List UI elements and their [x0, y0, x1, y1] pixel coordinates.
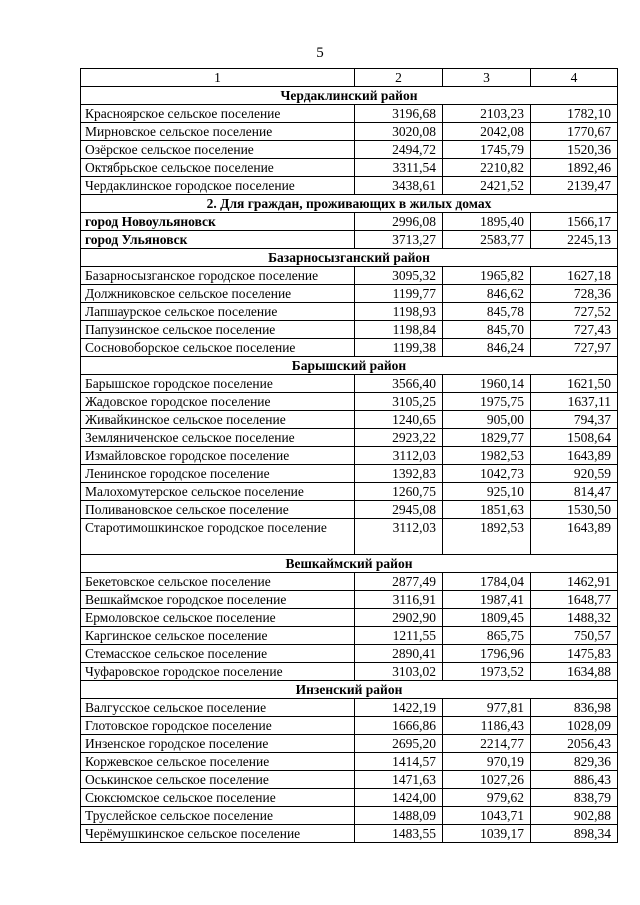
- table-row: [81, 663, 618, 681]
- section-row: [81, 357, 618, 375]
- table-row: [81, 753, 618, 771]
- settlement-name: Ермоловское сельское поселение: [81, 609, 355, 627]
- section-title: Инзенский район: [81, 681, 618, 699]
- value-col-4: 902,88: [531, 807, 618, 825]
- value-col-2: 2890,41: [355, 645, 443, 663]
- value-col-2: 1483,55: [355, 825, 443, 843]
- value-col-4: 836,98: [531, 699, 618, 717]
- value-col-3: 1809,45: [443, 609, 531, 627]
- table-row: [81, 213, 618, 231]
- value-col-4: 1488,32: [531, 609, 618, 627]
- value-col-3: 905,00: [443, 411, 531, 429]
- section-row: [81, 681, 618, 699]
- table-row: [81, 231, 618, 249]
- section-row: [81, 249, 618, 267]
- settlement-name: Каргинское сельское поселение: [81, 627, 355, 645]
- value-col-2: 3105,25: [355, 393, 443, 411]
- settlement-name: Жадовское городское поселение: [81, 393, 355, 411]
- value-col-2: 3020,08: [355, 123, 443, 141]
- table-row: [81, 375, 618, 393]
- table-row: [81, 339, 618, 357]
- value-col-3: 2042,08: [443, 123, 531, 141]
- value-col-3: 1982,53: [443, 447, 531, 465]
- header-cell-4: 4: [531, 69, 618, 87]
- value-col-4: 1637,11: [531, 393, 618, 411]
- value-col-4: 1643,89: [531, 519, 618, 555]
- value-col-2: 1488,09: [355, 807, 443, 825]
- value-col-2: 2695,20: [355, 735, 443, 753]
- settlement-name: Старотимошкинское городское поселение: [81, 519, 355, 555]
- table-row: [81, 123, 618, 141]
- value-col-4: 728,36: [531, 285, 618, 303]
- value-col-2: 1422,19: [355, 699, 443, 717]
- section-title: Чердаклинский район: [81, 87, 618, 105]
- value-col-3: 1987,41: [443, 591, 531, 609]
- value-col-2: 3103,02: [355, 663, 443, 681]
- value-col-3: 865,75: [443, 627, 531, 645]
- value-col-3: 1745,79: [443, 141, 531, 159]
- table-row: [81, 465, 618, 483]
- value-col-2: 1198,93: [355, 303, 443, 321]
- value-col-4: 727,97: [531, 339, 618, 357]
- value-col-4: 1475,83: [531, 645, 618, 663]
- table-row: [81, 393, 618, 411]
- value-col-3: 2421,52: [443, 177, 531, 195]
- settlement-name: Красноярское сельское поселение: [81, 105, 355, 123]
- header-cell-2: 2: [355, 69, 443, 87]
- value-col-3: 1975,75: [443, 393, 531, 411]
- value-col-3: 977,81: [443, 699, 531, 717]
- table-row: [81, 105, 618, 123]
- value-col-4: 750,57: [531, 627, 618, 645]
- settlement-name: Бекетовское сельское поселение: [81, 573, 355, 591]
- value-col-2: 3713,27: [355, 231, 443, 249]
- value-col-2: 1666,86: [355, 717, 443, 735]
- table-row: [81, 645, 618, 663]
- table-row: [81, 519, 618, 555]
- value-col-4: 898,34: [531, 825, 618, 843]
- section-row: [81, 555, 618, 573]
- value-col-4: 2245,13: [531, 231, 618, 249]
- table-row: [81, 717, 618, 735]
- value-col-4: 1782,10: [531, 105, 618, 123]
- section-title: Вешкаймский район: [81, 555, 618, 573]
- settlement-name: Поливановское сельское поселение: [81, 501, 355, 519]
- value-col-2: 1211,55: [355, 627, 443, 645]
- table-row: [81, 483, 618, 501]
- table-row: [81, 141, 618, 159]
- table-row: [81, 609, 618, 627]
- section-title: 2. Для граждан, проживающих в жилых домах: [81, 195, 618, 213]
- value-col-4: 727,43: [531, 321, 618, 339]
- value-col-4: 1530,50: [531, 501, 618, 519]
- value-col-2: 1260,75: [355, 483, 443, 501]
- value-col-2: 1471,63: [355, 771, 443, 789]
- value-col-2: 3311,54: [355, 159, 443, 177]
- settlement-name: Базарносызганское городское поселение: [81, 267, 355, 285]
- section-row: [81, 87, 618, 105]
- table-row: [81, 573, 618, 591]
- settlement-name: Лапшаурское сельское поселение: [81, 303, 355, 321]
- value-col-2: 3566,40: [355, 375, 443, 393]
- value-col-3: 1895,40: [443, 213, 531, 231]
- value-col-3: 1960,14: [443, 375, 531, 393]
- value-col-3: 1892,53: [443, 519, 531, 555]
- value-col-2: 2945,08: [355, 501, 443, 519]
- settlement-name: Октябрьское сельское поселение: [81, 159, 355, 177]
- table-row: [81, 303, 618, 321]
- value-col-4: 920,59: [531, 465, 618, 483]
- value-col-3: 925,10: [443, 483, 531, 501]
- value-col-4: 1462,91: [531, 573, 618, 591]
- value-col-2: 3112,03: [355, 447, 443, 465]
- value-col-4: 1648,77: [531, 591, 618, 609]
- value-col-3: 1039,17: [443, 825, 531, 843]
- value-col-3: 845,78: [443, 303, 531, 321]
- value-col-2: 1199,77: [355, 285, 443, 303]
- settlement-name: Сосновоборское сельское поселение: [81, 339, 355, 357]
- value-col-3: 1784,04: [443, 573, 531, 591]
- settlement-name: Папузинское сельское поселение: [81, 321, 355, 339]
- section-title: Барышский район: [81, 357, 618, 375]
- value-col-2: 2923,22: [355, 429, 443, 447]
- value-col-4: 814,47: [531, 483, 618, 501]
- settlement-name: Чуфаровское городское поселение: [81, 663, 355, 681]
- value-col-3: 1851,63: [443, 501, 531, 519]
- header-cell-3: 3: [443, 69, 531, 87]
- table-row: [81, 321, 618, 339]
- value-col-3: 1973,52: [443, 663, 531, 681]
- value-col-3: 846,62: [443, 285, 531, 303]
- settlement-name: Стемасское сельское поселение: [81, 645, 355, 663]
- settlement-name: Живайкинское сельское поселение: [81, 411, 355, 429]
- value-col-3: 1796,96: [443, 645, 531, 663]
- value-col-4: 2139,47: [531, 177, 618, 195]
- value-col-3: 979,62: [443, 789, 531, 807]
- tariff-table: [80, 68, 618, 843]
- table-row: [81, 789, 618, 807]
- value-col-4: 886,43: [531, 771, 618, 789]
- value-col-3: 1027,26: [443, 771, 531, 789]
- value-col-2: 1198,84: [355, 321, 443, 339]
- value-col-2: 3196,68: [355, 105, 443, 123]
- table-body: [81, 69, 618, 843]
- table-row: [81, 177, 618, 195]
- value-col-4: 794,37: [531, 411, 618, 429]
- value-col-2: 1414,57: [355, 753, 443, 771]
- settlement-name: Коржевское сельское поселение: [81, 753, 355, 771]
- settlement-name: Ленинское городское поселение: [81, 465, 355, 483]
- value-col-3: 1043,71: [443, 807, 531, 825]
- settlement-name: Измайловское городское поселение: [81, 447, 355, 465]
- table-row: [81, 699, 618, 717]
- value-col-4: 1643,89: [531, 447, 618, 465]
- value-col-3: 1186,43: [443, 717, 531, 735]
- value-col-2: 1199,38: [355, 339, 443, 357]
- value-col-3: 2583,77: [443, 231, 531, 249]
- table-row: [81, 159, 618, 177]
- value-col-3: 2103,23: [443, 105, 531, 123]
- table-row: [81, 735, 618, 753]
- section-row: [81, 195, 618, 213]
- value-col-4: 838,79: [531, 789, 618, 807]
- section-title: Базарносызганский район: [81, 249, 618, 267]
- settlement-name: Инзенское городское поселение: [81, 735, 355, 753]
- value-col-4: 1892,46: [531, 159, 618, 177]
- settlement-name: Должниковское сельское поселение: [81, 285, 355, 303]
- value-col-2: 2996,08: [355, 213, 443, 231]
- settlement-name: Малохомутерское сельское поселение: [81, 483, 355, 501]
- value-col-3: 1965,82: [443, 267, 531, 285]
- settlement-name: Оськинское сельское поселение: [81, 771, 355, 789]
- settlement-name: Озёрское сельское поселение: [81, 141, 355, 159]
- value-col-3: 2210,82: [443, 159, 531, 177]
- value-col-3: 970,19: [443, 753, 531, 771]
- table-row: [81, 627, 618, 645]
- table-row: [81, 771, 618, 789]
- value-col-2: 3438,61: [355, 177, 443, 195]
- settlement-name: Вешкаймское городское поселение: [81, 591, 355, 609]
- value-col-2: 3116,91: [355, 591, 443, 609]
- settlement-name: город Новоульяновск: [81, 213, 355, 231]
- value-col-2: 2902,90: [355, 609, 443, 627]
- table-row: [81, 447, 618, 465]
- value-col-4: 1028,09: [531, 717, 618, 735]
- value-col-4: 1770,67: [531, 123, 618, 141]
- value-col-2: 3095,32: [355, 267, 443, 285]
- settlement-name: Чердаклинское городское поселение: [81, 177, 355, 195]
- value-col-3: 2214,77: [443, 735, 531, 753]
- settlement-name: Валгусское сельское поселение: [81, 699, 355, 717]
- value-col-4: 1627,18: [531, 267, 618, 285]
- value-col-4: 727,52: [531, 303, 618, 321]
- table-row: [81, 501, 618, 519]
- value-col-4: 1508,64: [531, 429, 618, 447]
- settlement-name: Сюксюмское сельское поселение: [81, 789, 355, 807]
- value-col-3: 1042,73: [443, 465, 531, 483]
- value-col-4: 1520,36: [531, 141, 618, 159]
- value-col-2: 1424,00: [355, 789, 443, 807]
- value-col-3: 1829,77: [443, 429, 531, 447]
- page-number: 5: [316, 45, 324, 61]
- table-row: [81, 429, 618, 447]
- header-cell-1: 1: [81, 69, 355, 87]
- value-col-2: 2494,72: [355, 141, 443, 159]
- value-col-4: 1634,88: [531, 663, 618, 681]
- value-col-4: 1566,17: [531, 213, 618, 231]
- value-col-3: 846,24: [443, 339, 531, 357]
- settlement-name: Земляниченское сельское поселение: [81, 429, 355, 447]
- settlement-name: Глотовское городское поселение: [81, 717, 355, 735]
- settlement-name: Барышское городское поселение: [81, 375, 355, 393]
- value-col-4: 829,36: [531, 753, 618, 771]
- value-col-3: 845,70: [443, 321, 531, 339]
- table-row: [81, 285, 618, 303]
- value-col-2: 1392,83: [355, 465, 443, 483]
- table-row: [81, 591, 618, 609]
- value-col-2: 2877,49: [355, 573, 443, 591]
- settlement-name: Мирновское сельское поселение: [81, 123, 355, 141]
- settlement-name: город Ульяновск: [81, 231, 355, 249]
- value-col-2: 1240,65: [355, 411, 443, 429]
- value-col-2: 3112,03: [355, 519, 443, 555]
- table-row: [81, 411, 618, 429]
- value-col-4: 2056,43: [531, 735, 618, 753]
- table-row: [81, 825, 618, 843]
- header-row: [81, 69, 618, 87]
- settlement-name: Черёмушкинское сельское поселение: [81, 825, 355, 843]
- table-row: [81, 267, 618, 285]
- value-col-4: 1621,50: [531, 375, 618, 393]
- table-row: [81, 807, 618, 825]
- settlement-name: Труслейское сельское поселение: [81, 807, 355, 825]
